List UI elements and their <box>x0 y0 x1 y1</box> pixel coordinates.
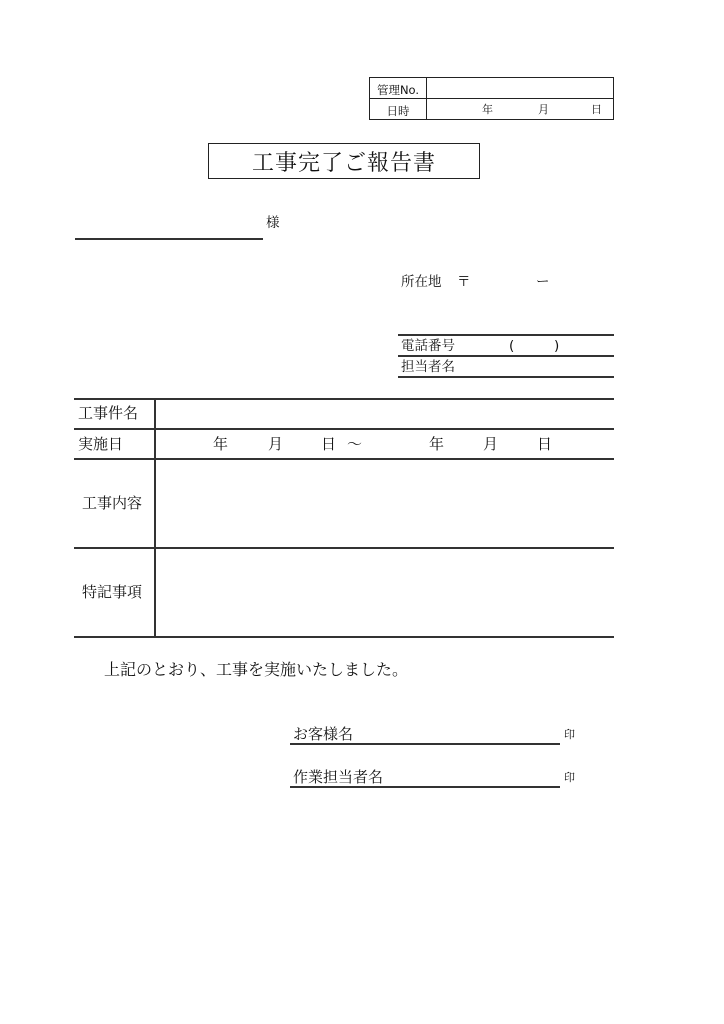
management-day-unit: 日 <box>591 103 602 116</box>
start-month-unit: 月 <box>268 435 284 453</box>
document-title: 工事完了ご報告書 <box>208 143 480 179</box>
customer-name-label: お客様名 <box>293 725 354 743</box>
phone-close-paren: ) <box>554 338 560 354</box>
customer-name-field[interactable] <box>370 722 558 742</box>
management-divider-horizontal <box>370 98 613 99</box>
management-number-field[interactable] <box>428 79 611 97</box>
management-number-label: 管理No. <box>376 83 420 97</box>
management-date-label: 日時 <box>386 104 410 118</box>
worker-name-underline <box>290 786 560 788</box>
phone-open-paren: ( <box>509 338 515 354</box>
date-range-separator: ～ <box>347 435 363 453</box>
worker-name-label: 作業担当者名 <box>293 768 384 786</box>
management-box <box>369 77 614 120</box>
customer-name-underline <box>290 743 560 745</box>
start-day-unit: 日 <box>321 435 337 453</box>
phone-label: 電話番号 <box>401 338 455 354</box>
contact-person-field[interactable] <box>470 358 614 376</box>
customer-seal-mark: 印 <box>564 728 575 741</box>
management-date-field[interactable] <box>428 100 611 118</box>
completion-statement: 上記のとおり、工事を実施いたしました。 <box>104 660 409 679</box>
special-notes-label: 特記事項 <box>82 583 143 601</box>
construction-name-field[interactable] <box>157 401 613 428</box>
start-year-unit: 年 <box>213 435 229 453</box>
end-day-unit: 日 <box>537 435 553 453</box>
management-month-unit: 月 <box>538 103 549 116</box>
implementation-date-label: 実施日 <box>78 435 124 453</box>
contact-person-label: 担当者名 <box>401 359 455 375</box>
phone-field[interactable] <box>470 337 614 355</box>
postal-dash: ー <box>536 274 550 290</box>
postal-mark: 〒 <box>457 274 471 290</box>
address-label: 所在地 <box>401 274 442 290</box>
recipient-honorific: 様 <box>266 215 280 231</box>
address-field[interactable] <box>470 272 614 292</box>
recipient-name-field[interactable] <box>75 216 263 238</box>
end-year-unit: 年 <box>429 435 445 453</box>
end-month-unit: 月 <box>483 435 499 453</box>
phone-bottom-line <box>398 355 614 357</box>
contact-person-bottom-line <box>398 376 614 378</box>
worker-name-field[interactable] <box>395 765 558 785</box>
table-column-divider <box>154 399 156 637</box>
phone-top-line <box>398 334 614 336</box>
implementation-date-field[interactable] <box>157 431 613 458</box>
work-content-label: 工事内容 <box>82 494 143 512</box>
work-content-field[interactable] <box>157 461 613 547</box>
recipient-underline <box>75 238 263 240</box>
management-year-unit: 年 <box>482 103 493 116</box>
special-notes-field[interactable] <box>157 550 613 636</box>
worker-seal-mark: 印 <box>564 771 575 784</box>
construction-name-label: 工事件名 <box>78 404 139 422</box>
